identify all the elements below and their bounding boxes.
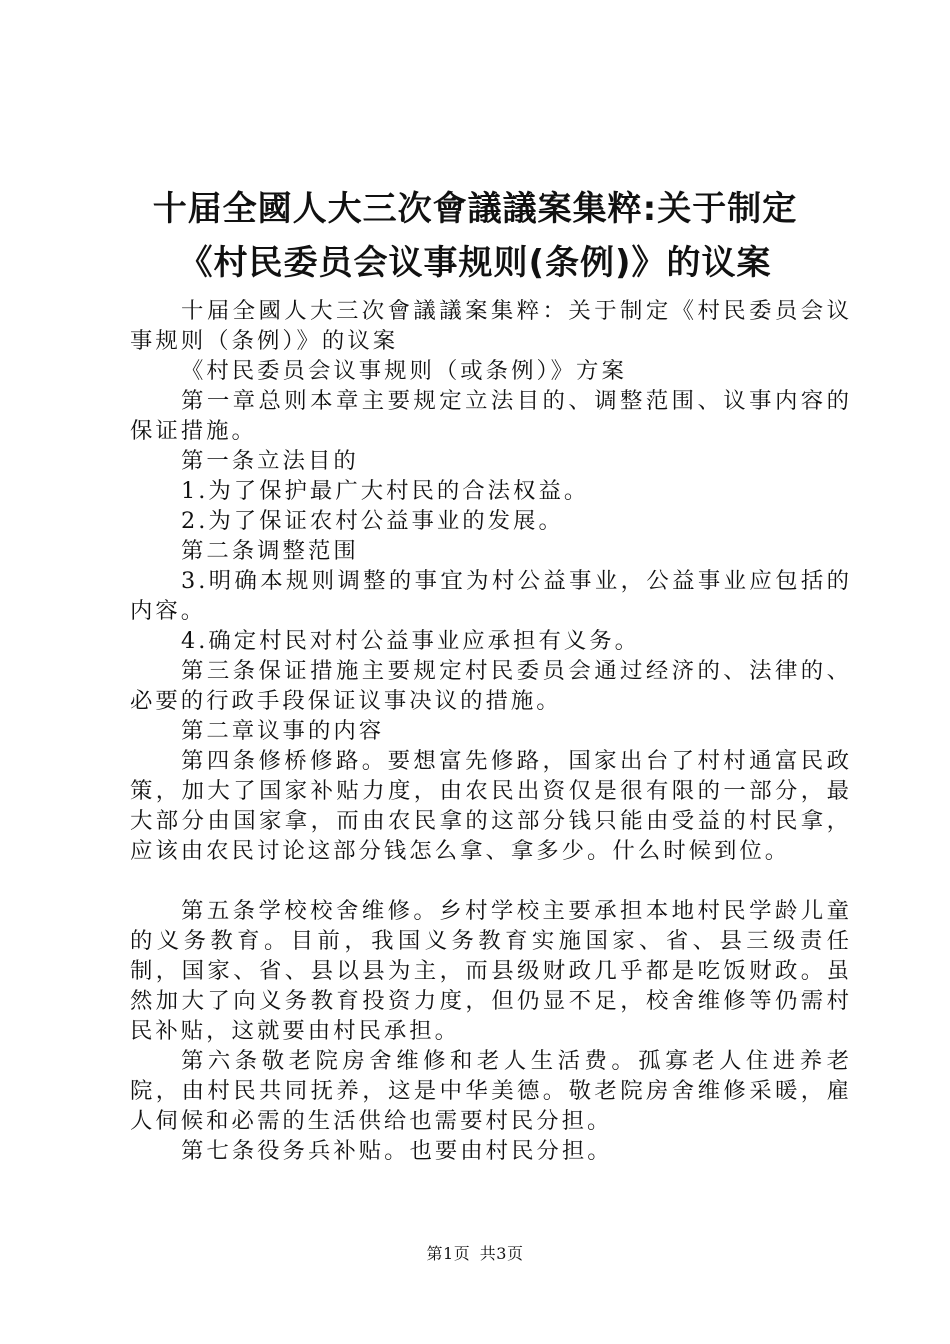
- paragraph: 4.确定村民对村公益事业应承担有义务。: [181, 628, 641, 654]
- paragraph: 3.明确本规则调整的事宜为村公益事业，公益事业应包括的内容。: [130, 568, 852, 624]
- page-footer: 第1页 共3页: [426, 1244, 524, 1263]
- paragraph: 第二条调整范围: [181, 538, 359, 564]
- document-body: [130, 296, 852, 1166]
- paragraph: 第七条役务兵补贴。也要由村民分担。: [181, 1138, 613, 1164]
- document-title-line-2: 《村民委员会议事规则(条例)》的议案: [178, 243, 772, 283]
- paragraph: 第五条学校校舍维修。乡村学校主要承担本地村民学龄儿童的义务教育。目前，我国义务教育实施国家、省、县三级责任制，国家、省、县以县为主，而县级财政几乎都是吃饭财政。虽然加大了向义务教育投资力度，但仍显不足，校舍维修等仍需村民补贴，这就要由村民承担。: [130, 898, 852, 1044]
- paragraph: 十届全國人大三次會議議案集粹：关于制定《村民委员会议事规则（条例）》的议案: [130, 298, 852, 354]
- paragraph: 《村民委员会议事规则（或条例）》方案: [181, 358, 627, 384]
- paragraph: 第二章议事的内容: [181, 718, 385, 744]
- paragraph: 第三条保证措施主要规定村民委员会通过经济的、法律的、必要的行政手段保证议事决议的措施。: [130, 658, 852, 714]
- paragraph: 第四条修桥修路。要想富先修路，国家出台了村村通富民政策，加大了国家补贴力度，由农民出资仅是很有限的一部分，最大部分由国家拿，而由农民拿的这部分钱只能由受益的村民拿，应该由农民讨论这部分钱怎么拿、拿多少。什么时候到位。: [130, 748, 852, 864]
- paragraph: 2.为了保证农村公益事业的发展。: [181, 508, 564, 534]
- paragraph: 第一章总则本章主要规定立法目的、调整范围、议事内容的保证措施。: [130, 388, 852, 444]
- paragraph: 第一条立法目的: [181, 448, 359, 474]
- paragraph: 第六条敬老院房舍维修和老人生活费。孤寡老人住进养老院，由村民共同抚养，这是中华美德。敬老院房舍维修采暖，雇人伺候和必需的生活供给也需要村民分担。: [130, 1048, 852, 1134]
- document-title-line-1: 十届全國人大三次會議議案集粹:关于制定: [152, 189, 798, 229]
- paragraph: 1.为了保护最广大村民的合法权益。: [181, 478, 590, 504]
